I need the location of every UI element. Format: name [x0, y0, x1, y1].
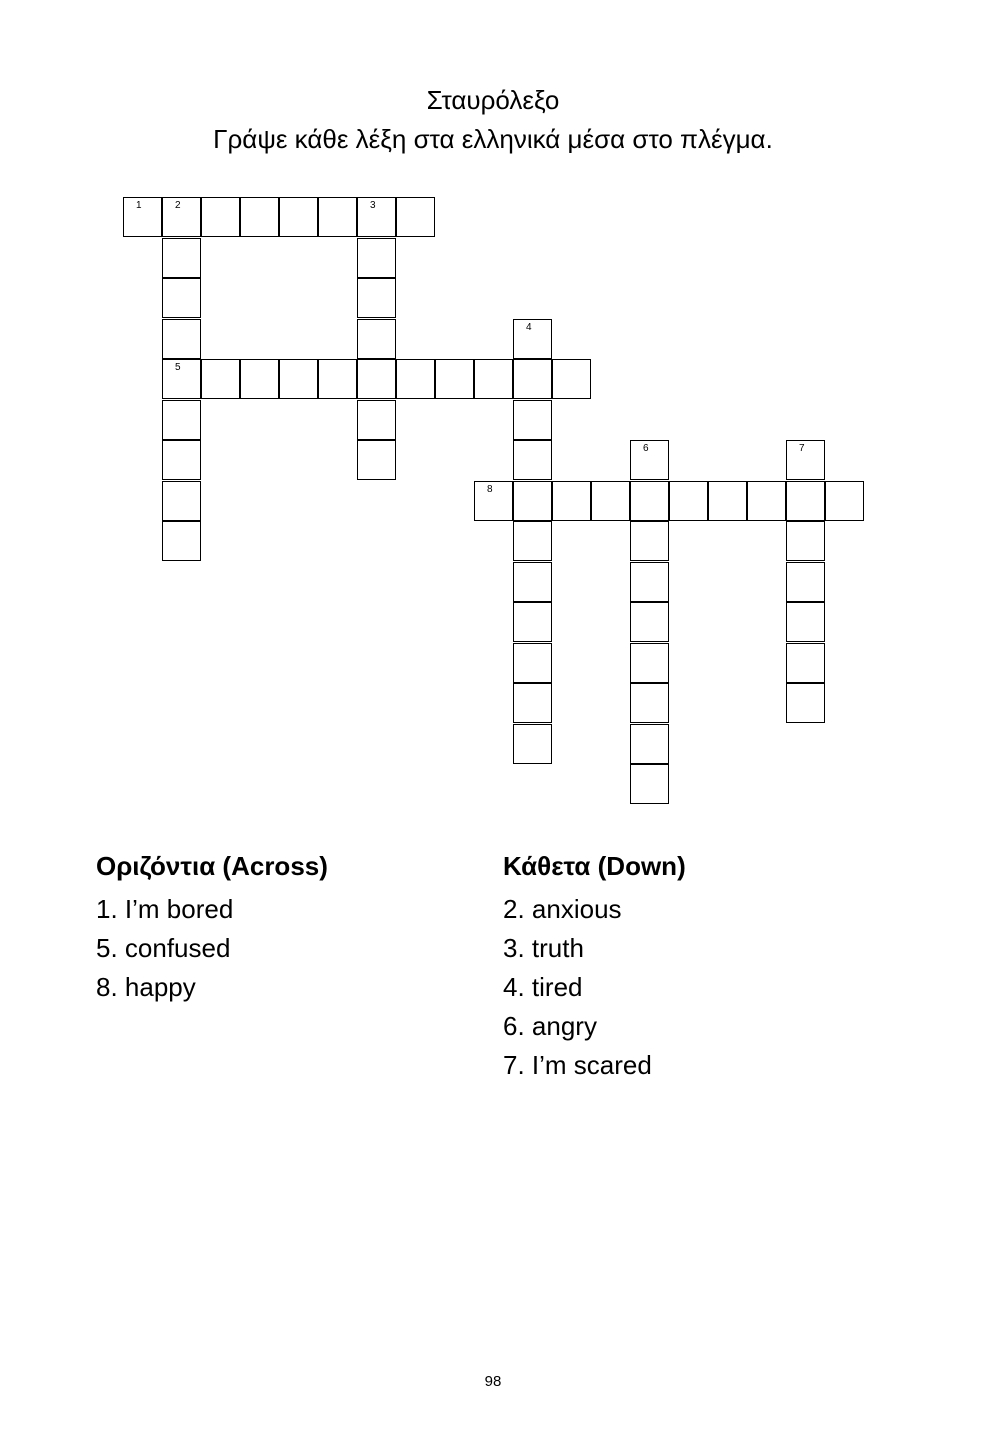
crossword-cell[interactable]: [240, 197, 279, 237]
crossword-cell[interactable]: [630, 440, 669, 480]
down-clue: 3. truth: [503, 933, 584, 963]
crossword-cell[interactable]: [318, 359, 357, 399]
crossword-cell[interactable]: [513, 643, 552, 683]
crossword-cell[interactable]: [786, 643, 825, 683]
crossword-cell[interactable]: [162, 481, 201, 521]
clue-number: 6: [643, 443, 649, 454]
down-heading: Κάθετα (Down): [503, 851, 686, 881]
crossword-cell[interactable]: [162, 400, 201, 440]
crossword-cell[interactable]: [513, 562, 552, 602]
down-clues: [503, 848, 686, 1085]
clue-number: 1: [136, 200, 142, 211]
crossword-cell[interactable]: [630, 481, 669, 521]
across-clue: 8. happy: [96, 972, 196, 1002]
crossword-cell[interactable]: [357, 359, 396, 399]
crossword-cell[interactable]: [513, 359, 552, 399]
clue-number: 2: [175, 200, 181, 211]
crossword-cell[interactable]: [474, 359, 513, 399]
crossword-cell[interactable]: [201, 197, 240, 237]
instructions: Γράψε κάθε λέξη στα ελληνικά μέσα στο πλέγμα.: [213, 124, 773, 154]
crossword-cell[interactable]: [279, 197, 318, 237]
crossword-cell[interactable]: [396, 359, 435, 399]
page-number: 98: [484, 1373, 502, 1390]
across-clues: [96, 848, 328, 1007]
across-clue: 5. confused: [96, 933, 231, 963]
crossword-cell[interactable]: [357, 197, 396, 237]
clue-number: 5: [175, 362, 181, 373]
crossword-cell[interactable]: [513, 521, 552, 561]
down-clue: 7. I’m scared: [503, 1050, 652, 1080]
crossword-cell[interactable]: [162, 197, 201, 237]
crossword-cell[interactable]: [201, 359, 240, 399]
clue-number: 3: [370, 200, 376, 211]
crossword-cell[interactable]: [552, 359, 591, 399]
crossword-cell[interactable]: [630, 602, 669, 642]
crossword-cell[interactable]: [513, 724, 552, 764]
clue-number: 8: [487, 483, 493, 495]
crossword-cell[interactable]: [162, 359, 201, 399]
crossword-cell[interactable]: [786, 521, 825, 561]
crossword-cell[interactable]: [162, 319, 201, 359]
across-heading: Οριζόντια (Across): [96, 851, 328, 881]
crossword-cell[interactable]: [357, 278, 396, 318]
crossword-cell[interactable]: [279, 359, 318, 399]
crossword-cell[interactable]: [162, 278, 201, 318]
crossword-cell[interactable]: [162, 521, 201, 561]
crossword-cell[interactable]: [786, 562, 825, 602]
crossword-cell[interactable]: [162, 238, 201, 278]
crossword-cell[interactable]: [513, 602, 552, 642]
crossword-cell[interactable]: [357, 400, 396, 440]
crossword-cell[interactable]: [825, 481, 864, 521]
crossword-cell[interactable]: [630, 562, 669, 602]
crossword-cell[interactable]: [786, 440, 825, 480]
crossword-cell[interactable]: [396, 197, 435, 237]
crossword-cell[interactable]: [513, 481, 552, 521]
crossword-cell[interactable]: [630, 683, 669, 723]
page-title: Σταυρόλεξο: [426, 85, 560, 115]
crossword-cell[interactable]: [357, 440, 396, 480]
crossword-cell[interactable]: [513, 400, 552, 440]
crossword-cell[interactable]: [513, 319, 552, 359]
crossword-cell[interactable]: [630, 521, 669, 561]
clue-number: 4: [526, 321, 532, 333]
crossword-cell[interactable]: [318, 197, 357, 237]
crossword-cell[interactable]: [786, 602, 825, 642]
clue-number: 7: [799, 443, 805, 454]
down-clue: 2. anxious: [503, 894, 622, 924]
crossword-cell[interactable]: [630, 724, 669, 764]
crossword-cell[interactable]: [123, 197, 162, 237]
down-clue: 6. angry: [503, 1011, 597, 1041]
down-clue: 4. tired: [503, 972, 583, 1002]
crossword-cell[interactable]: [747, 481, 786, 521]
crossword-cell[interactable]: [162, 440, 201, 480]
crossword-cell[interactable]: [435, 359, 474, 399]
crossword-cell[interactable]: [357, 238, 396, 278]
crossword-cell[interactable]: [786, 481, 825, 521]
crossword-cell[interactable]: [630, 764, 669, 804]
crossword-cell[interactable]: [357, 319, 396, 359]
crossword-cell[interactable]: [708, 481, 747, 521]
crossword-cell[interactable]: [630, 643, 669, 683]
crossword-cell[interactable]: [240, 359, 279, 399]
across-clue: 1. I’m bored: [96, 894, 234, 924]
crossword-cell[interactable]: [786, 683, 825, 723]
crossword-cell[interactable]: [513, 683, 552, 723]
crossword-cell[interactable]: [474, 481, 513, 521]
crossword-cell[interactable]: [591, 481, 630, 521]
crossword-cell[interactable]: [669, 481, 708, 521]
crossword-cell[interactable]: [552, 481, 591, 521]
crossword-cell[interactable]: [513, 440, 552, 480]
